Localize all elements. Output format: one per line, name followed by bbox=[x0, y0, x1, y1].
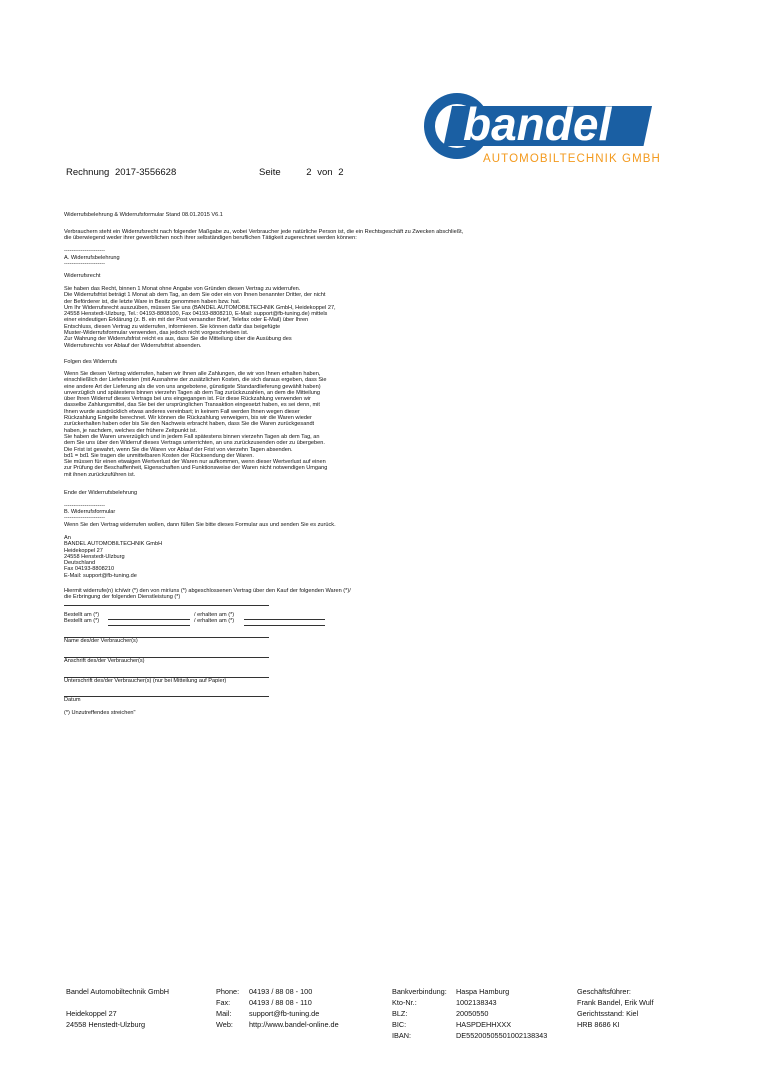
paragraph-line: über Ihren Widerruf dieses Vertrags bei uns eingegangen ist. Für diese Rückzahlung verwenden wir bbox=[64, 396, 311, 403]
paragraph-line: Widerrufsrechts vor Ablauf der Widerrufsfrist absenden. bbox=[64, 342, 202, 349]
footer-label: Phone: bbox=[216, 987, 240, 996]
recipient-address bbox=[64, 535, 162, 579]
logo-graphic bbox=[415, 92, 695, 172]
paragraph-line: Ihnen wurde ausdrücklich etwas anderes vereinbart; in keinem Fall werden Ihnen wegen dieser bbox=[64, 408, 300, 415]
erhalten-label: / erhalten am (*) bbox=[194, 618, 235, 624]
footer-court: Gerichtsstand: Kiel bbox=[577, 1009, 639, 1018]
footer-label: Web: bbox=[216, 1020, 233, 1029]
footer-gf-label: Geschäftsführer: bbox=[577, 987, 631, 996]
footer-street: Heidekoppel 27 bbox=[66, 1009, 117, 1018]
footnote: (*) Unzutreffendes streichen" bbox=[64, 710, 136, 716]
bestellt-label: Bestellt am (*) bbox=[64, 618, 100, 624]
footer-contact-labels bbox=[216, 986, 239, 1030]
bestellt-label: Bestellt am (*) bbox=[64, 612, 100, 618]
paragraph-line: dem Sie uns über den Widerruf dieses Vertrags unterrichten, an uns zurückzusenden oder zu übergeben. bbox=[64, 440, 325, 447]
widerrufsrecht-paragraph bbox=[64, 286, 336, 349]
footer-company bbox=[66, 986, 169, 1030]
footer-mail: support@fb-tuning.de bbox=[249, 1009, 320, 1018]
footer-phone: 04193 / 88 08 - 100 bbox=[249, 987, 313, 996]
address-line: E-Mail: support@fb-tuning.de bbox=[64, 572, 137, 579]
goods-line bbox=[64, 605, 269, 606]
paragraph-line: mit ihnen zurückzuführen ist. bbox=[64, 471, 136, 478]
widerrufsrecht-heading: Widerrufsrecht bbox=[64, 273, 101, 279]
footer-label: Mail: bbox=[216, 1009, 232, 1018]
invoice-header bbox=[66, 167, 176, 178]
footer-label: Kto-Nr.: bbox=[392, 998, 417, 1007]
section-b-heading: B. Widerrufsformular bbox=[64, 509, 116, 515]
unterschrift-label: Unterschrift des/der Verbraucher(s) (nur bei Mitteilung auf Papier) bbox=[64, 678, 227, 684]
folgen-paragraph bbox=[64, 371, 327, 478]
footer-bank-name: Haspa Hamburg bbox=[456, 987, 510, 996]
footer-iban: DE55200505501002138343 bbox=[456, 1031, 548, 1040]
invoice-number: 2017-3556628 bbox=[114, 167, 177, 178]
hiermit-paragraph bbox=[64, 588, 351, 601]
paragraph-line: Entschluss, diesen Vertrag zu widerrufen, informieren. Sie können dafür das beigefügte bbox=[64, 323, 281, 330]
ende-text: Ende der Widerrufsbelehrung bbox=[64, 490, 138, 496]
paragraph-line: unverzüglich und spätestens binnen vierzehn Tagen ab dem Tag zurückzuzahlen, an dem die Mitteilung bbox=[64, 389, 321, 396]
separator-dashes: ---------------------- bbox=[64, 515, 105, 521]
separator-dashes: ---------------------- bbox=[64, 261, 105, 267]
paragraph-line: 24558 Henstedt-Ulzburg, Tel.: 04193-8808100, Fax 04193-8808210, E-Mail: support@fb-tuning.de) mittels bbox=[64, 311, 328, 318]
footer-web: http://www.bandel-online.de bbox=[249, 1020, 339, 1029]
page-total: 2 bbox=[338, 167, 344, 178]
address-line: 24558 Henstedt-Ulzburg bbox=[64, 553, 125, 560]
separator-dashes: ---------------------- bbox=[64, 503, 105, 509]
paragraph-line: Die Widerrufsfrist beträgt 1 Monat ab dem Tag, an dem Sie oder ein von Ihnen benannter Dritter, der nicht bbox=[64, 292, 326, 299]
erhalten-date-line bbox=[244, 625, 325, 626]
company-logo bbox=[415, 92, 695, 172]
footer-label: BLZ: bbox=[392, 1009, 408, 1018]
paragraph-line: bd1 = bd1 Sie tragen die unmittelbaren Kosten der Rücksendung der Waren. bbox=[64, 452, 254, 459]
paragraph-line: Die Frist ist gewahrt, wenn Sie die Waren vor Ablauf der Frist von vierzehn Tagen absenden. bbox=[64, 446, 293, 453]
address-line: Fax 04193-8808210 bbox=[64, 566, 115, 573]
datum-label: Datum bbox=[64, 697, 81, 703]
paragraph-line: einer eindeutigen Erklärung (z. B. ein mit der Post versandter Brief, Telefax oder E-Mail) über Ihren bbox=[64, 317, 309, 324]
paragraph-line: einschließlich der Lieferkosten (mit Ausnahme der zusätzlichen Kosten, die sich daraus ergeben, dass Sie bbox=[64, 377, 327, 384]
paragraph-line: zur Prüfung der Beschaffenheit, Eigenschaften und Funktionsweise der Waren nicht notwendigen Umgang bbox=[64, 465, 328, 472]
bestellt-date-line bbox=[108, 619, 190, 620]
footer-label: IBAN: bbox=[392, 1031, 412, 1040]
folgen-heading: Folgen des Widerrufs bbox=[64, 359, 118, 365]
paragraph-line: Rückzahlung Entgelte berechnet. Wir können die Rückzahlung verweigern, bis wir die Waren wieder bbox=[64, 415, 312, 422]
page-of: von bbox=[317, 167, 333, 178]
logo-word: bandel bbox=[463, 98, 612, 150]
form-intro: Wenn Sie den Vertrag widerrufen wollen, dann füllen Sie bitte dieses Formular aus und senden Sie es zurück. bbox=[64, 522, 336, 528]
page-label: Seite bbox=[259, 167, 281, 178]
page-current: 2 bbox=[306, 167, 312, 178]
paragraph-line: die Erbringung der folgenden Dienstleistung (*) bbox=[64, 594, 181, 601]
paragraph-line: Sie müssen für einen etwaigen Wertverlust der Waren nur aufkommen, wenn dieser Wertverlust auf einen bbox=[64, 459, 326, 466]
paragraph-line: haben, je nachdem, welches der frühere Zeitpunkt ist. bbox=[64, 427, 198, 434]
footer-label: Bankverbindung: bbox=[392, 987, 447, 996]
paragraph-line: Wenn Sie diesen Vertrag widerrufen, haben wir Ihnen alle Zahlungen, die wir von Ihnen erhalten haben, bbox=[64, 371, 321, 377]
footer-bank-labels bbox=[392, 986, 447, 1041]
section-a-heading: A. Widerrufsbelehrung bbox=[64, 255, 120, 261]
datum-line bbox=[64, 696, 269, 697]
footer-spacer bbox=[66, 997, 169, 1008]
address-line: Heidekoppel 27 bbox=[64, 547, 103, 554]
intro-line: Verbrauchern steht ein Widerrufsrecht nach folgender Maßgabe zu, wobei Verbraucher jede natürliche Person ist, die ein Rechtsgeschäft zu Zwecken abschließt, bbox=[64, 229, 464, 235]
logo-subtitle: AUTOMOBILTECHNIK GMBH bbox=[483, 153, 661, 165]
footer-label: BIC: bbox=[392, 1020, 407, 1029]
page-indicator bbox=[259, 167, 344, 178]
footer-blz: 20050550 bbox=[456, 1009, 489, 1018]
address-line: Deutschland bbox=[64, 560, 96, 567]
bestellt-date-line bbox=[108, 625, 190, 626]
paragraph-line: Sie haben das Recht, binnen 1 Monat ohne Angabe von Gründen diesen Vertrag zu widerrufen. bbox=[64, 286, 301, 292]
paragraph-line: Muster-Widerrufsformular verwenden, das jedoch nicht vorgeschrieben ist. bbox=[64, 330, 249, 337]
paragraph-line: eine andere Art der Lieferung als die von uns angebotene, günstigste Standardlieferung gewählt haben) bbox=[64, 383, 321, 390]
paragraph-line: Um Ihr Widerrufsrecht auszuüben, müssen Sie uns (BANDEL AUTOMOBILTECHNIK GmbH, Heidekoppel 27, bbox=[64, 304, 336, 311]
footer-management bbox=[577, 986, 654, 1030]
footer-gf-names: Frank Bandel, Erik Wulf bbox=[577, 998, 654, 1007]
paragraph-line: der Beförderer ist, die letzte Ware in Besitz genommen haben bzw. hat. bbox=[64, 298, 241, 305]
erhalten-date-line bbox=[244, 619, 325, 620]
name-label: Name des/der Verbraucher(s) bbox=[64, 638, 138, 644]
footer-contact-values bbox=[249, 986, 339, 1030]
footer-company-name: Bandel Automobiltechnik GmbH bbox=[66, 987, 170, 996]
doc-title: Widerrufsbelehrung & Widerrufsformular Stand 08.01.2015 V6.1 bbox=[64, 212, 223, 218]
paragraph-line: Hiermit widerrufe(n) ich/wir (*) den von mir/uns (*) abgeschlossenen Vertrag über den Kauf der folgenden Waren (*)/ bbox=[64, 588, 351, 594]
invoice-label: Rechnung bbox=[66, 167, 110, 178]
paragraph-line: Zur Wahrung der Widerrufsfrist reicht es aus, dass Sie die Mitteilung über die Ausübung des bbox=[64, 336, 292, 343]
anschrift-label: Anschrift des/der Verbraucher(s) bbox=[64, 658, 145, 664]
intro-paragraph bbox=[64, 229, 463, 242]
erhalten-label: / erhalten am (*) bbox=[194, 612, 235, 618]
intro-line: die überwiegend weder ihrer gewerblichen noch ihrer selbständigen beruflichen Tätigkeit zugerechnet werden können: bbox=[64, 235, 357, 242]
footer-account: 1002138343 bbox=[456, 998, 497, 1007]
footer-label: Fax: bbox=[216, 998, 231, 1007]
paragraph-line: Sie haben die Waren unverzüglich und in jedem Fall spätestens binnen vierzehn Tagen ab dem Tag, an bbox=[64, 433, 320, 440]
address-line: BANDEL AUTOMOBILTECHNIK GmbH bbox=[64, 541, 163, 548]
separator-dashes: ---------------------- bbox=[64, 248, 105, 254]
paragraph-line: zurückerhalten haben oder bis Sie den Nachweis erbracht haben, dass Sie die Waren zurückgesandt bbox=[64, 421, 315, 428]
footer-fax: 04193 / 88 08 - 110 bbox=[249, 998, 312, 1007]
footer-city: 24558 Henstedt-Ulzburg bbox=[66, 1020, 146, 1029]
address-line: An bbox=[64, 535, 71, 541]
footer-bank-values bbox=[456, 986, 547, 1041]
footer-bic: HASPDEHHXXX bbox=[456, 1020, 512, 1029]
paragraph-line: dasselbe Zahlungsmittel, das Sie bei der ursprünglichen Transaktion eingesetzt haben, es sei denn, mit bbox=[64, 402, 320, 409]
footer-hrb: HRB 8686 KI bbox=[577, 1020, 620, 1029]
